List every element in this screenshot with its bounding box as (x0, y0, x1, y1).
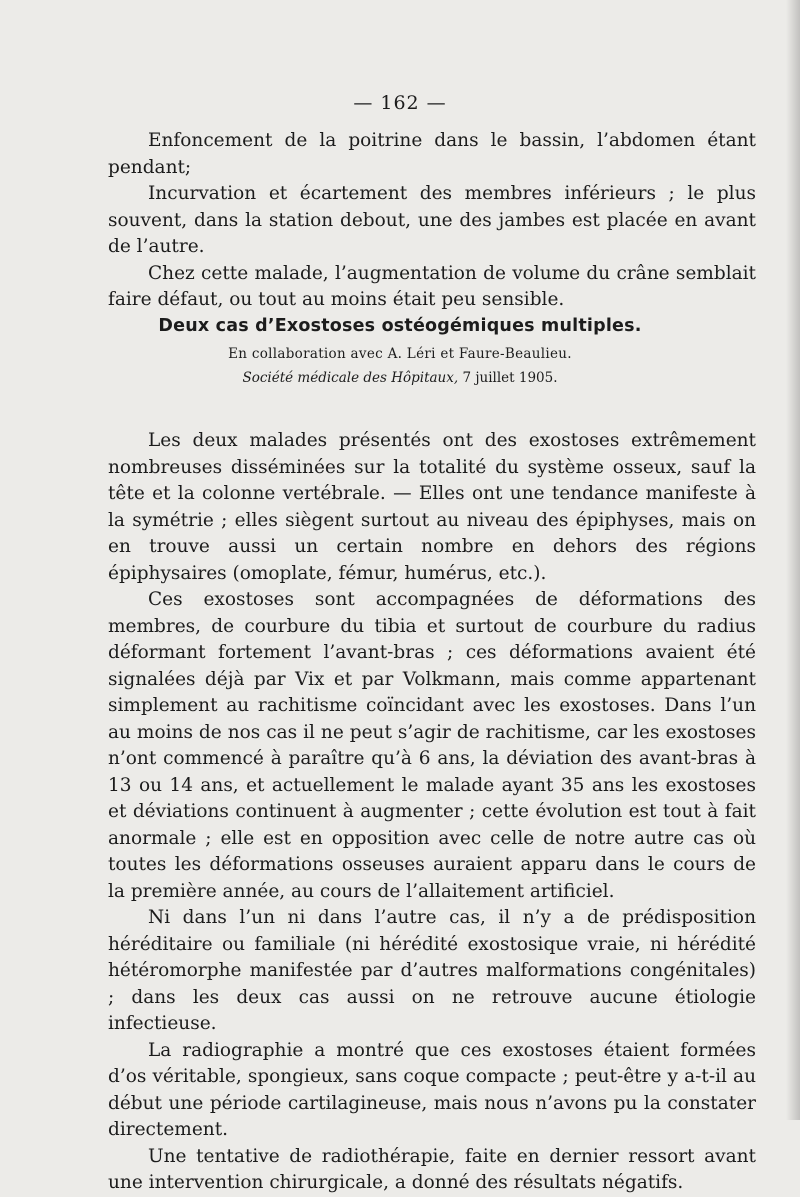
paragraph: Incurvation et écartement des membres inférieurs ; le plus souvent, dans la station debout, une des jambes est placée en avant de l’autre. (108, 183, 756, 257)
article-collaboration: En collaboration avec A. Léri et Faure-Beaulieu. (228, 346, 572, 362)
source-journal: Société médicale des Hôpitaux, (242, 370, 459, 386)
page-number: — 162 — (353, 92, 447, 114)
paragraph: Une tentative de radiothérapie, faite en dernier ressort avant une intervention chirurgicale, a donné des résultats négatifs. (108, 1145, 756, 1193)
paragraph: Les deux malades présentés ont des exostoses extrêmement nombreuses disséminées sur la totalité du système osseux, sauf la tête et la colonne vertébrale. — Elles ont une tendance manifeste à la symétrie ; elles siègent surtout au niveau des épiphyses, mais on en trouve aussi un certain nombre en dehors des régions épiphysaires (omoplate, fémur, humérus, etc.). (108, 430, 756, 584)
source-date: 7 juillet 1905. (462, 370, 558, 386)
paragraph: Ni dans l’un ni dans l’autre cas, il n’y a de prédisposition héréditaire ou familiale (ni hérédité exostosique vraie, ni hérédité hétéromorphe manifestée par d’autres malformations congénitales) ; dans les deux cas aussi on ne retrouve aucune étiologie infectieuse. (108, 907, 756, 1034)
continued-text-block (108, 128, 756, 314)
paragraph: La radiographie a montré que ces exostoses étaient formées d’os véritable, spongieux, sans coque compacte ; peut-être y a-t-il au début une période cartilagineuse, mais nous n’avons pu la constater directement. (108, 1039, 756, 1140)
paragraph: Ces exostoses sont accompagnées de déformations des membres, de courbure du tibia et surtout de courbure du radius déformant fortement l’avant-bras ; ces déformations avaient été signalées déjà par Vix et par Volkmann, mais comme appartenant simplement au rachitisme coïncidant avec les exostoses. Dans l’un au moins de nos cas il ne peut s’agir de rachitisme, car les exostoses n’ont commencé à paraître qu’à 6 ans, la déviation des avant-bras à 13 ou 14 ans, et actuellement le malade ayant 35 ans les exostoses et déviations continuent à augmenter ; cette évolution est tout à fait anormale ; elle est en opposition avec celle de notre autre cas où toutes les déformations osseuses auraient apparu dans le cours de la première année, au cours de l’allaitement artificiel. (108, 589, 756, 902)
paragraph: Chez cette malade, l’augmentation de volume du crâne semblait faire défaut, ou tout au moins était peu sensible. (108, 262, 756, 310)
article-body (108, 428, 756, 1197)
article-source (0, 370, 800, 386)
paragraph: Enfoncement de la poitrine dans le bassin, l’abdomen étant pendant; (108, 130, 756, 178)
article-title: Deux cas d’Exostoses ostéogémiques multiples. (158, 316, 642, 336)
page-edge-shadow (786, 0, 800, 1120)
